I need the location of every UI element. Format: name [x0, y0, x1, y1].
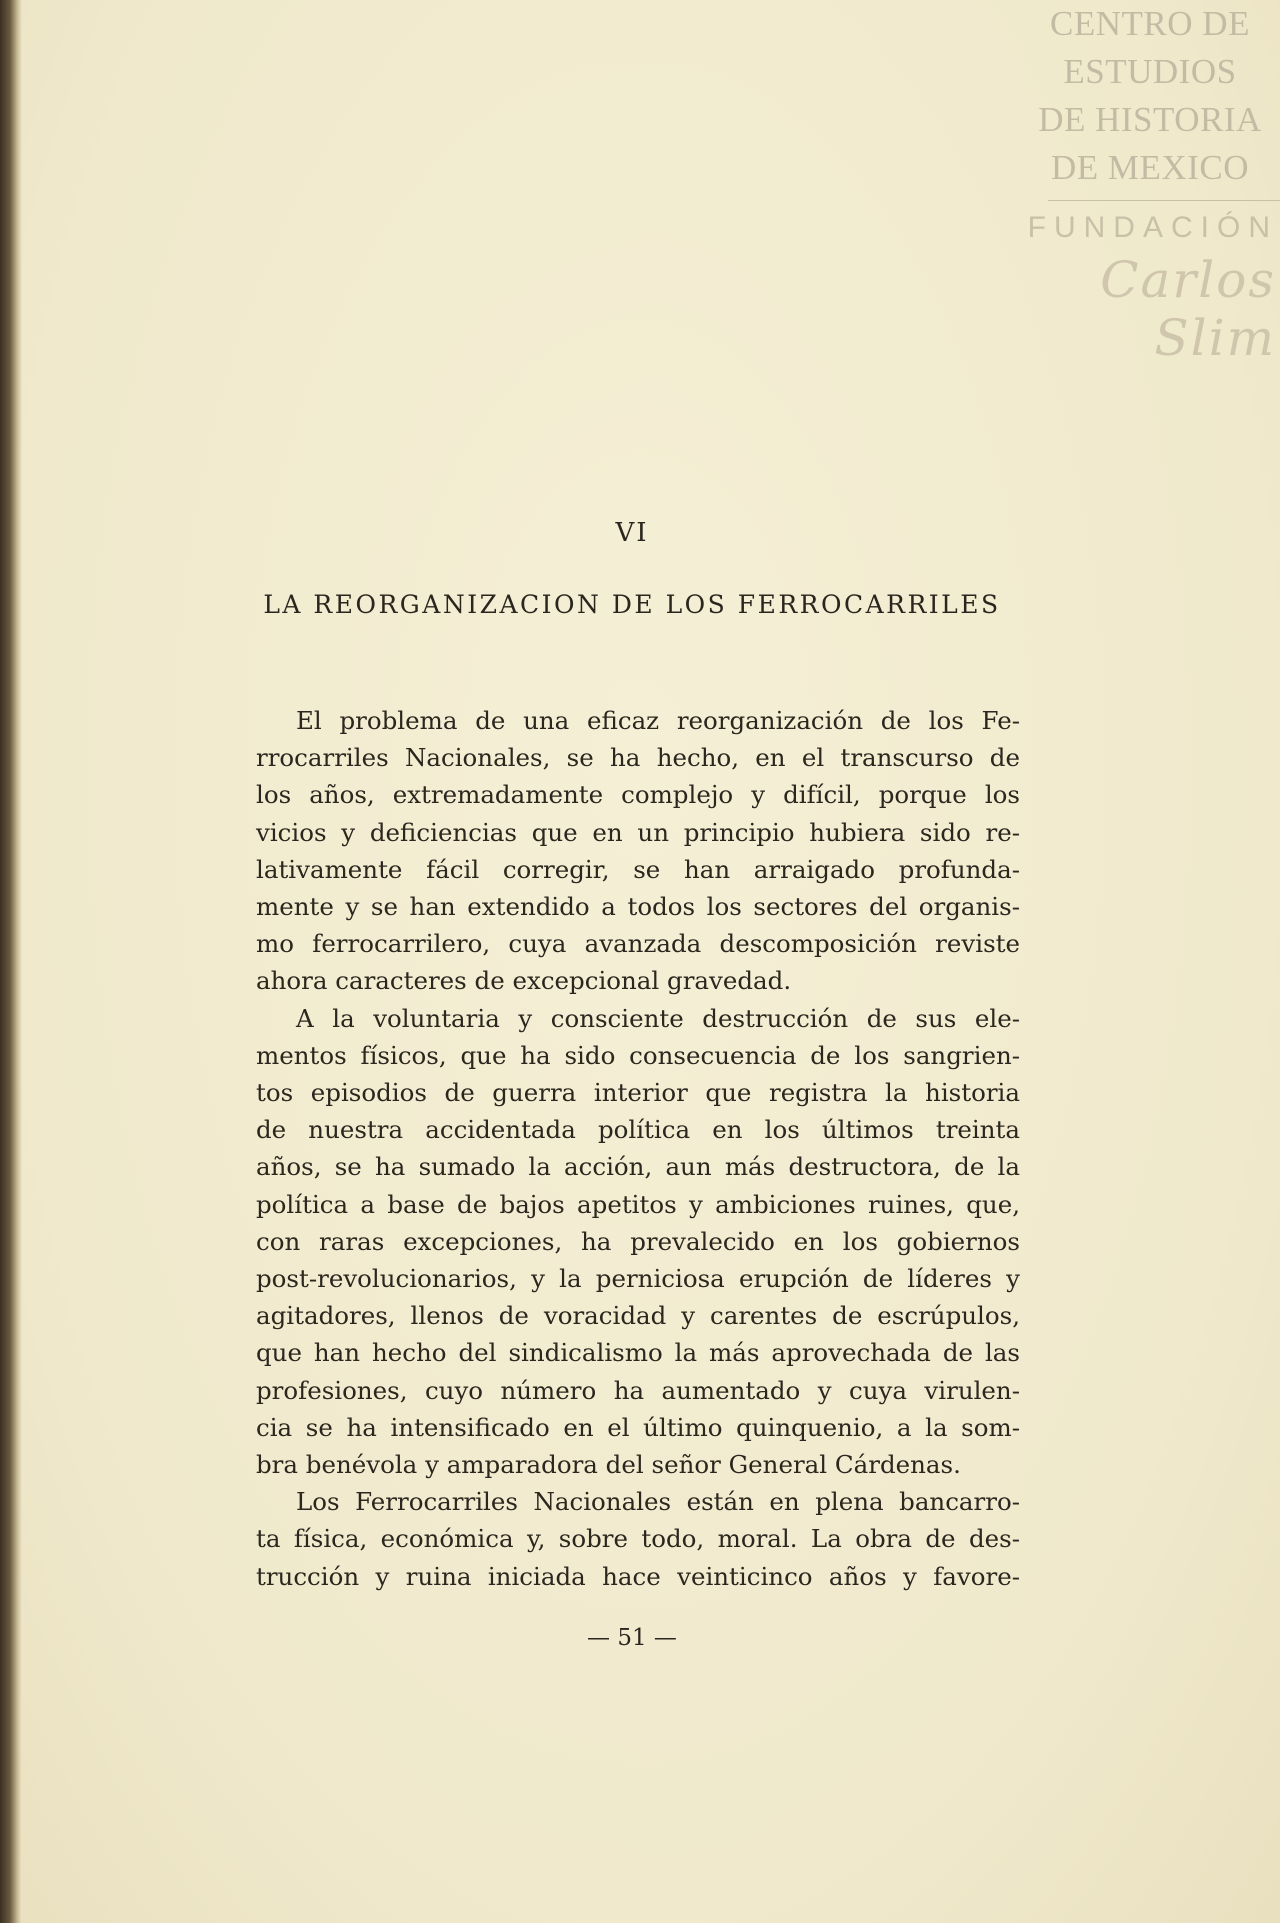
- text-line: profesiones, cuyo número ha aumentado y cuya virulen-: [256, 1375, 1020, 1405]
- chapter-number: VI: [615, 518, 649, 548]
- text-line: ta física, económica y, sobre todo, moral. La obra de des-: [256, 1524, 1020, 1554]
- watermark-line: DE MEXICO: [1051, 148, 1249, 187]
- watermark-signature: Carlos Slim: [1100, 251, 1276, 367]
- text-line: que han hecho del sindicalismo la más aprovechada de las: [256, 1338, 1020, 1368]
- watermark-line: DE HISTORIA: [1038, 100, 1262, 139]
- body-text: [256, 702, 1020, 1595]
- scan-margin: [1280, 0, 1284, 1923]
- text-line: ahora caracteres de excepcional gravedad.: [256, 966, 792, 996]
- paragraph: [256, 1000, 1020, 1484]
- watermark-divider: [1048, 200, 1280, 201]
- text-line: mentos físicos, que ha sido consecuencia de los sangrien-: [256, 1040, 1020, 1070]
- watermark-line: CENTRO DE: [1050, 4, 1250, 43]
- chapter-title: LA REORGANIZACION DE LOS FERROCARRILES: [263, 590, 1001, 619]
- text-line: mente y se han extendido a todos los sectores del organis-: [256, 892, 1020, 922]
- text-line: post-revolucionarios, y la perniciosa erupción de líderes y: [256, 1264, 1020, 1294]
- text-line: años, se ha sumado la acción, aun más destructora, de la: [256, 1152, 1020, 1182]
- watermark-line: ESTUDIOS: [1063, 52, 1237, 91]
- text-line: tos episodios de guerra interior que registra la historia: [256, 1078, 1020, 1108]
- text-line: de nuestra accidentada política en los últimos treinta: [256, 1115, 1020, 1145]
- text-line: agitadores, llenos de voracidad y carentes de escrúpulos,: [256, 1301, 1020, 1331]
- paragraph: [256, 1483, 1020, 1595]
- text-line: lativamente fácil corregir, se han arraigado profunda-: [256, 854, 1020, 884]
- text-line: bra benévola y amparadora del señor General Cárdenas.: [256, 1450, 961, 1480]
- text-line: El problema de una eficaz reorganización de los Fe-: [296, 706, 1020, 735]
- text-line: mo ferrocarrilero, cuya avanzada descomposición reviste: [256, 929, 1020, 959]
- watermark-foundation: FUNDACIÓN: [1027, 211, 1278, 244]
- text-line: los años, extremadamente complejo y difícil, porque los: [256, 780, 1020, 810]
- text-line: vicios y deficiencias que en un principio hubiera sido re-: [256, 817, 1020, 847]
- paragraph: [256, 702, 1020, 1000]
- text-line: cia se ha intensificado en el último quinquenio, a la som-: [256, 1412, 1020, 1442]
- text-line: A la voluntaria y consciente destrucción de sus ele-: [296, 1003, 1020, 1033]
- text-line: política a base de bajos apetitos y ambiciones ruines, que,: [256, 1189, 1020, 1219]
- text-line: trucción y ruina iniciada hace veinticinco años y favore-: [256, 1561, 1020, 1591]
- page-number: — 51 —: [587, 1625, 677, 1651]
- text-line: Los Ferrocarriles Nacionales están en plena bancarro-: [296, 1487, 1020, 1517]
- text-line: con raras excepciones, ha prevalecido en los gobiernos: [256, 1226, 1020, 1256]
- text-line: rrocarriles Nacionales, se ha hecho, en el transcurso de: [256, 743, 1020, 773]
- watermark-stamp: [1020, 0, 1280, 367]
